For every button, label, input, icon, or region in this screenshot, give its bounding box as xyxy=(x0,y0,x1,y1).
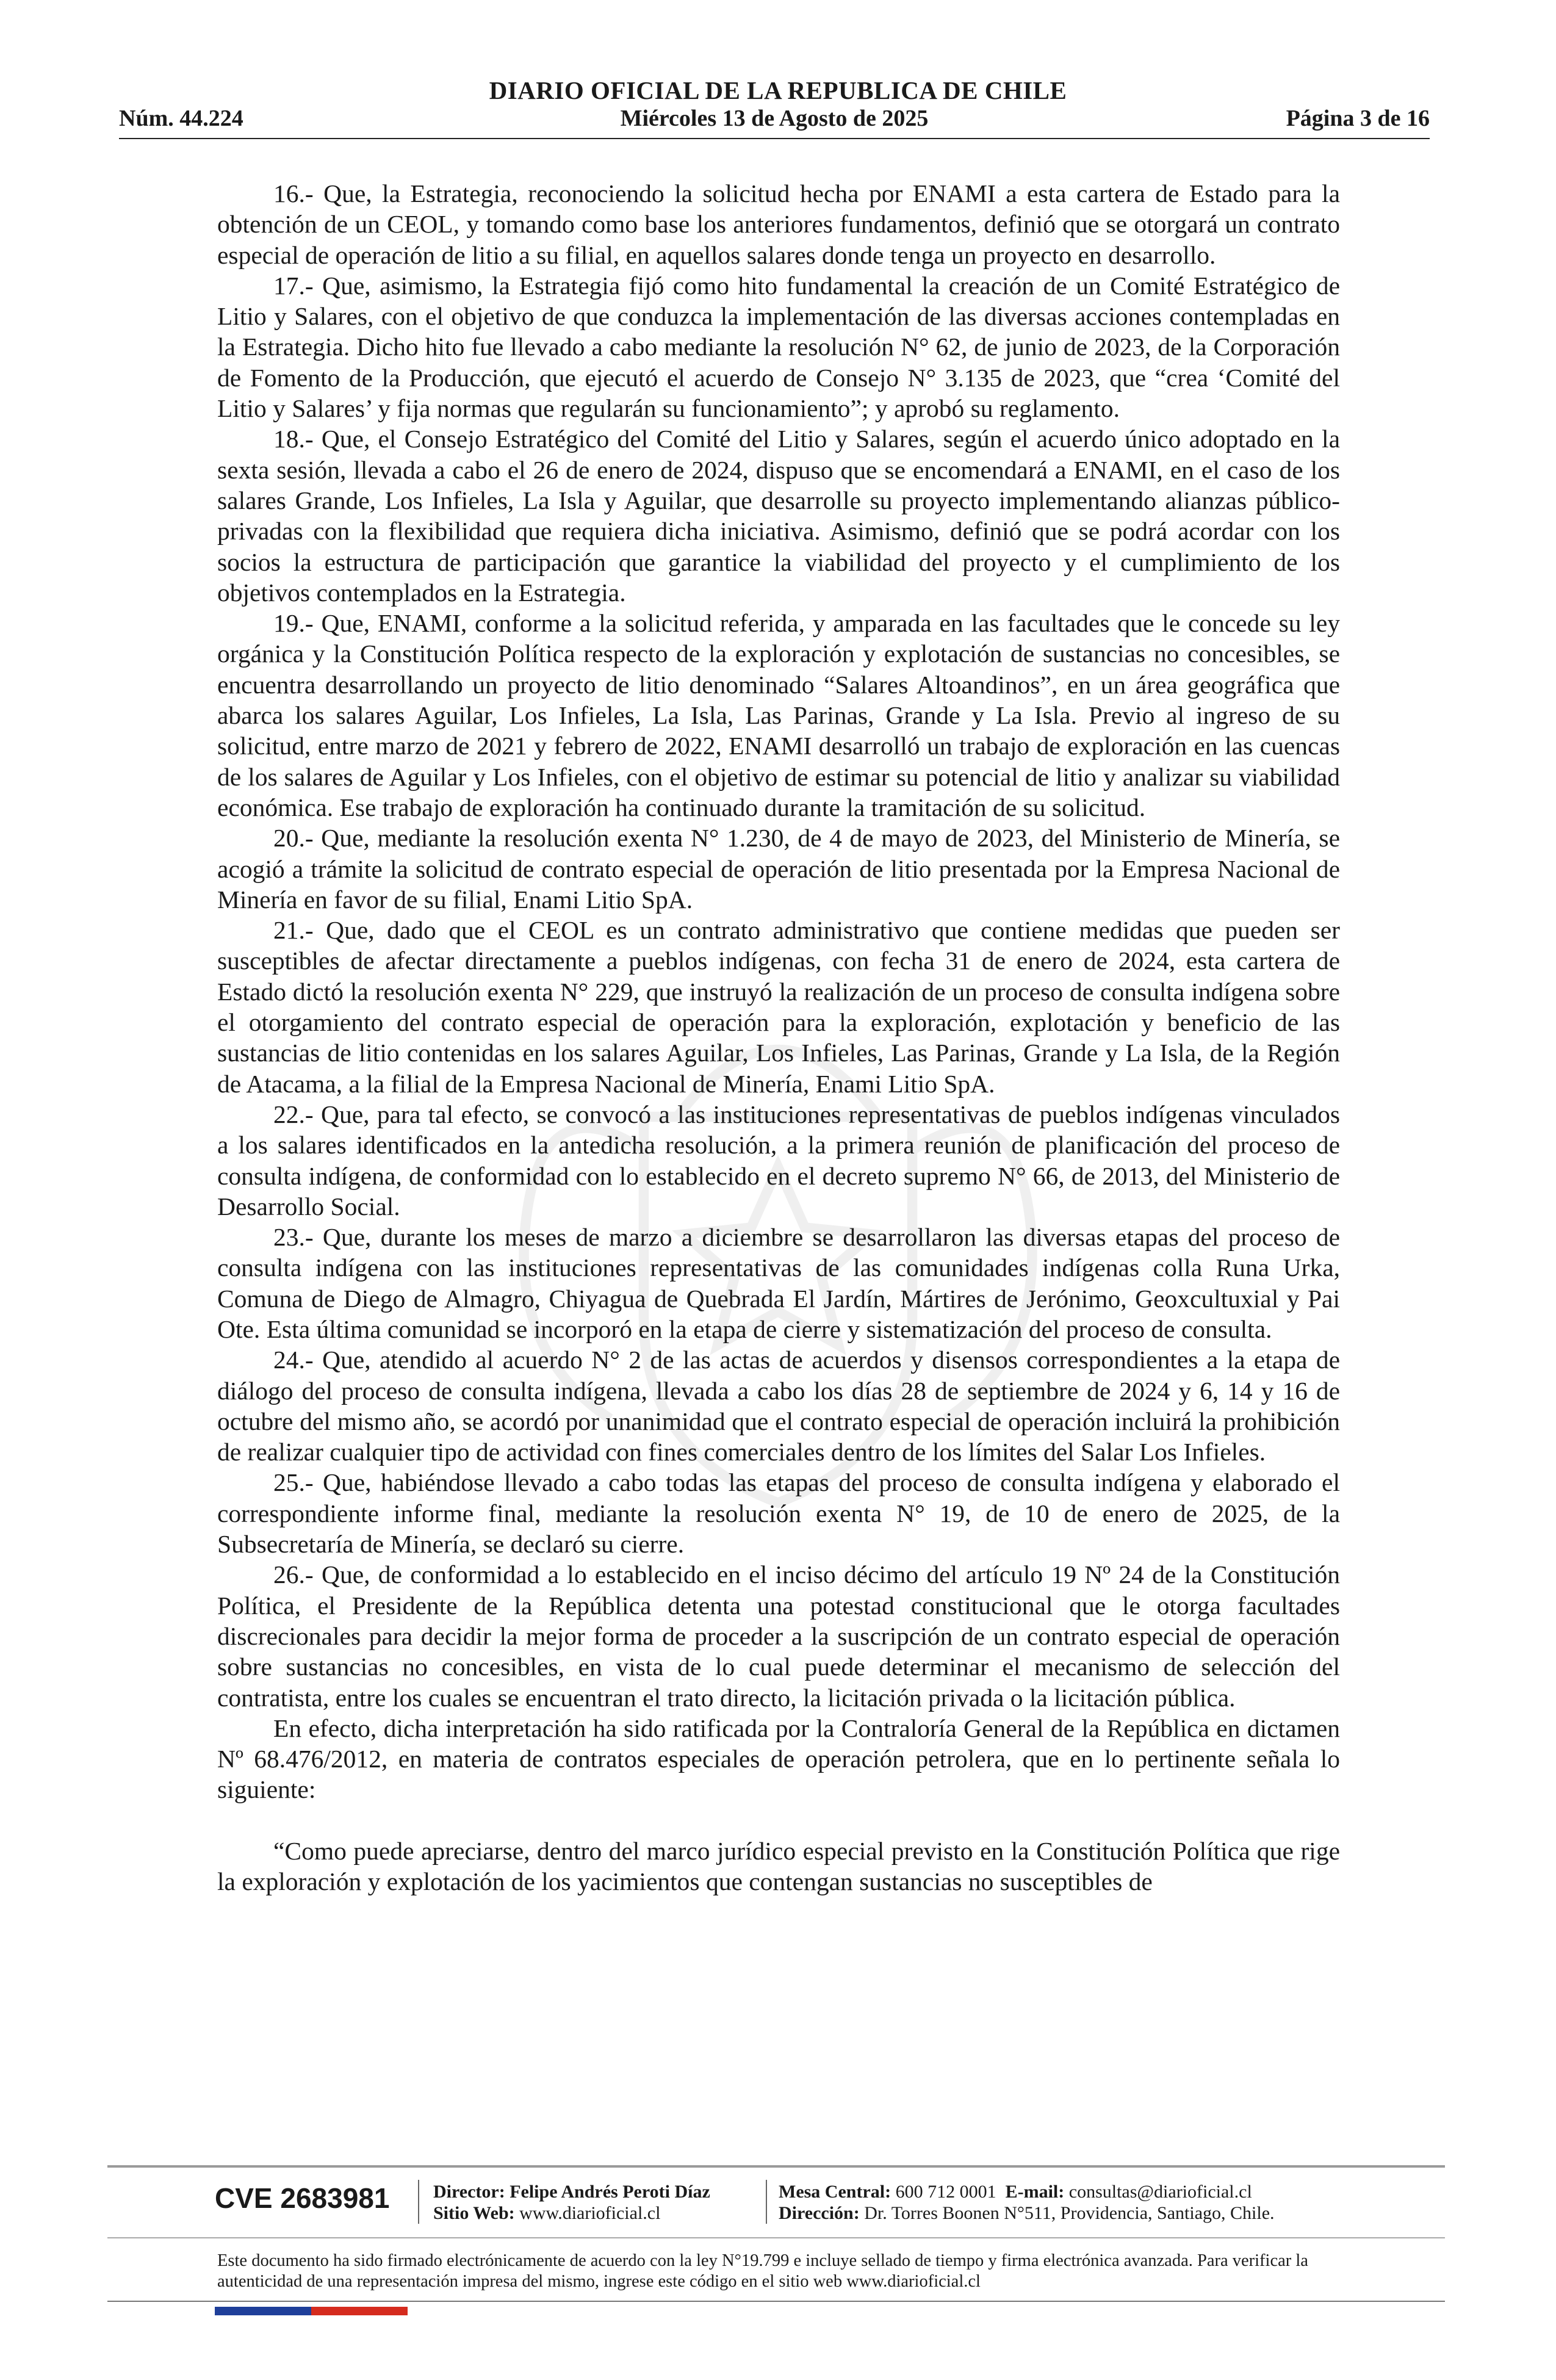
email-link[interactable]: consultas@diarioficial.cl xyxy=(1068,2182,1252,2202)
document-body xyxy=(217,178,1340,1897)
quoted-dictamen: “Como puede apreciarse, dentro del marco jurídico especial previsto en la Constitución Política que rige la exploración y explotación de los yacimientos que contengan sustancias no susceptibles de xyxy=(217,1836,1340,1896)
paragraph-20: 20.- Que, mediante la resolución exenta N° 1.230, de 4 de mayo de 2023, del Ministerio de Minería, se acogió a trámite la solicitud de contrato especial de operación de litio presentada por la Empresa Nacional de Minería en favor de su filial, Enami Litio SpA. xyxy=(217,824,1340,914)
paragraph-17: 17.- Que, asimismo, la Estrategia fijó como hito fundamental la creación de un Comité Estratégico de Litio y Salares, con el objetivo de que conduzca la implementación de las diversas acciones contempladas en la Estrategia. Dicho hito fue llevado a cabo mediante la resolución N° 62, de junio de 2023, de la Corporación de Fomento de la Producción, que ejecutó el acuerdo de Consejo N° 3.135 de 2023, que “crea ‘Comité del Litio y Salares’ y fija normas que regularán su funcionamiento”; y aprobó su reglamento. xyxy=(217,271,1340,423)
issue-number: Núm. 44.224 xyxy=(119,106,243,131)
footer-separator xyxy=(418,2180,419,2224)
footer-separator xyxy=(766,2180,767,2224)
paragraph-16: 16.- Que, la Estrategia, reconociendo la solicitud hecha por ENAMI a esta cartera de Estado para la obtención de un CEOL, y tomando como base los anteriores fundamentos, definió que se otorgará un contrato especial de operación de litio a su filial, en aquellos salares donde tenga un proyecto en desarrollo. xyxy=(217,179,1340,269)
footer-divider xyxy=(107,2301,1445,2302)
footer-contact-block xyxy=(779,2181,1275,2224)
email-label: E-mail: xyxy=(1005,2182,1065,2202)
paragraph-23: 23.- Que, durante los meses de marzo a diciembre se desarrollaron las diversas etapas del proceso de consulta indígena con las instituciones representativas de las comunidades indígenas colla Runa Urka, Comuna de Diego de Almagro, Chiyagua de Quebrada El Jardín, Mártires de Jerónimo, Geoxcultuxial y Pai Ote. Esta última comunidad se incorporó en la etapa de cierre y sistematización del proceso de consulta. xyxy=(217,1223,1340,1343)
paragraph-18: 18.- Que, el Consejo Estratégico del Comité del Litio y Salares, según el acuerdo único adoptado en la sexta sesión, llevada a cabo el 26 de enero de 2024, dispuso que se encomendará a ENAMI, en el caso de los salares Grande, Los Infieles, La Isla y Aguilar, que desarrolle su proyecto implementando alianzas público-privadas con la flexibilidad que requiera dicha iniciativa. Asimismo, definió que se podrá acordar con los socios la estructura de participación que garantice la viabilidad del proyecto y el cumplimiento de los objetivos contemplados en la Estrategia. xyxy=(217,425,1340,607)
newspaper-title: DIARIO OFICIAL DE LA REPUBLICA DE CHILE xyxy=(489,76,1067,104)
website-label: Sitio Web: xyxy=(433,2203,515,2223)
header-row xyxy=(119,105,1430,134)
director-label: Director: xyxy=(433,2182,505,2202)
flag-stripe-blue xyxy=(215,2307,311,2315)
mesa-phone: 600 712 0001 xyxy=(895,2182,996,2202)
paragraph-22: 22.- Que, para tal efecto, se convocó a las instituciones representativas de pueblos indígenas vinculados a los salares identificados en la antedicha resolución, a la primera reunión de planificación del proceso de consulta indígena, de conformidad con lo establecido en el decreto supremo N° 66, de 2013, del Ministerio de Desarrollo Social. xyxy=(217,1100,1340,1221)
footer-director-block xyxy=(433,2181,710,2224)
cve-code: CVE 2683981 xyxy=(215,2182,390,2214)
issue-date: Miércoles 13 de Agosto de 2025 xyxy=(620,106,929,131)
address-text: Dr. Torres Boonen N°511, Providencia, Santiago, Chile. xyxy=(864,2203,1275,2223)
legal-notice: Este documento ha sido firmado electrónicamente de acuerdo con la ley N°19.799 e incluye sellado de tiempo y firma electrónica avanzada. Para verificar la autenticidad de una representación impresa del mismo, ingrese este código en el sitio web www.diarioficial.cl xyxy=(217,2251,1308,2291)
page-indicator: Página 3 de 16 xyxy=(1286,106,1430,131)
footer-divider xyxy=(107,2237,1445,2238)
paragraph-26: 26.- Que, de conformidad a lo establecido en el inciso décimo del artículo 19 Nº 24 de la Constitución Política, el Presidente de la República detenta una potestad constitucional que le otorga facultades discrecionales para decidir la mejor forma de proceder a la suscripción de un contrato especial de operación sobre sustancias no concesibles, en vista de lo cual puede determinar el mecanismo de selección del contratista, entre los cuales se encuentran el trato directo, la licitación privada o la licitación pública. xyxy=(217,1560,1340,1712)
address-label: Dirección: xyxy=(779,2203,860,2223)
director-name: Felipe Andrés Peroti Díaz xyxy=(510,2182,710,2202)
footer-divider xyxy=(107,2165,1445,2168)
header-divider xyxy=(119,138,1430,139)
website-link[interactable]: www.diarioficial.cl xyxy=(519,2203,661,2223)
mesa-label: Mesa Central: xyxy=(779,2182,891,2202)
paragraph-27: En efecto, dicha interpretación ha sido ratificada por la Contraloría General de la República en dictamen Nº 68.476/2012, en materia de contratos especiales de operación petrolera, que en lo pertinente señala lo siguiente: xyxy=(217,1714,1340,1804)
flag-stripe-red xyxy=(311,2307,408,2315)
paragraph-19: 19.- Que, ENAMI, conforme a la solicitud referida, y amparada en las facultades que le concede su ley orgánica y la Constitución Política respecto de la exploración y explotación de sustancias no concesibles, se encuentra desarrollando un proyecto de litio denominado “Salares Altoandinos”, en un área geográfica que abarca los salares Aguilar, Los Infieles, La Isla, Las Parinas, Grande y La Isla. Previo al ingreso de su solicitud, entre marzo de 2021 y febrero de 2022, ENAMI desarrolló un trabajo de exploración en las cuencas de los salares de Aguilar y Los Infieles, con el objetivo de estimar su potencial de litio y analizar su viabilidad económica. Ese trabajo de exploración ha continuado durante la tramitación de su solicitud. xyxy=(217,609,1340,821)
paragraph-21: 21.- Que, dado que el CEOL es un contrato administrativo que contiene medidas que pueden ser susceptibles de afectar directamente a pueblos indígenas, con fecha 31 de enero de 2024, esta cartera de Estado dictó la resolución exenta N° 229, que instruyó la realización de un proceso de consulta indígena sobre el otorgamiento del contrato especial de operación para la exploración, explotación y beneficio de las sustancias de litio contenidas en los salares Aguilar, Los Infieles, Las Parinas, Grande y La Isla, de la Región de Atacama, a la filial de la Empresa Nacional de Minería, Enami Litio SpA. xyxy=(217,916,1340,1098)
paragraph-24: 24.- Que, atendido al acuerdo N° 2 de las actas de acuerdos y disensos correspondientes a la etapa de diálogo del proceso de consulta indígena, llevada a cabo los días 28 de septiembre de 2024 y 6, 14 y 16 de octubre del mismo año, se acordó por unanimidad que el contrato especial de operación incluirá la prohibición de realizar cualquier tipo de actividad con fines comerciales dentro de los límites del Salar Los Infieles. xyxy=(217,1346,1340,1466)
paragraph-25: 25.- Que, habiéndose llevado a cabo todas las etapas del proceso de consulta indígena y elaborado el correspondiente informe final, mediante la resolución exenta N° 19, de 10 de enero de 2025, de la Subsecretaría de Minería, se declaró su cierre. xyxy=(217,1468,1340,1559)
